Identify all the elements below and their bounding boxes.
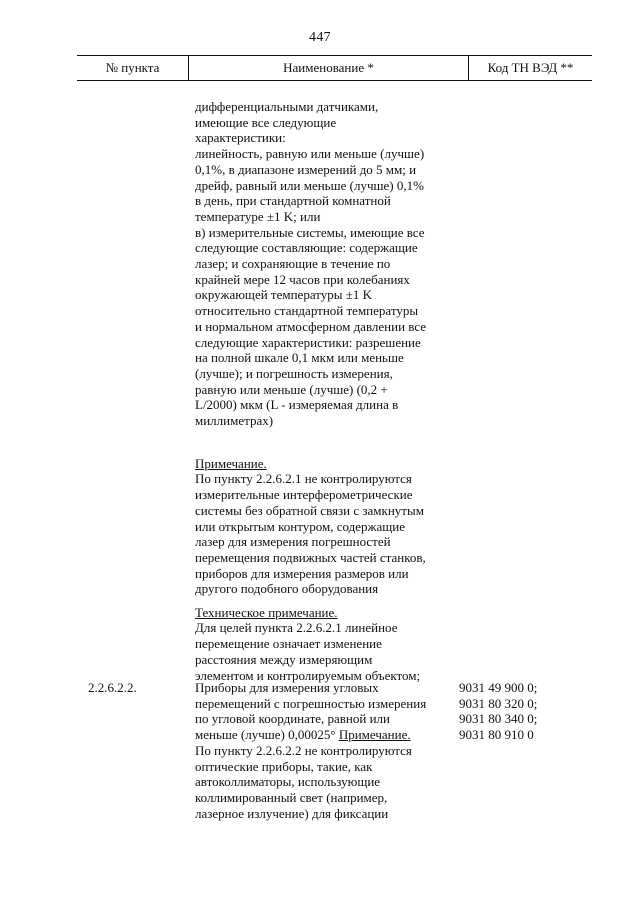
item-number: 2.2.6.2.2. xyxy=(88,680,137,695)
note-title: Примечание. xyxy=(195,455,267,471)
header-code: Код ТН ВЭД ** xyxy=(487,60,574,75)
continued-description: дифференциальными датчиками, имеющие все следующие характеристики: линейность, равную или меньше (лучше) 0,1%, в диапазоне измерений до 5 мм; и дрейф, равный или меньше (лучше) 0,1% в день, при стандартной комнатной температуре ±1 K; или в) измерительные системы, имеющие все следующие составляющие: содержащие лазер; и сохраняющие в течение по крайней мере 12 часов при колебаниях окружающей температуры ±1 K относительно стандартной температуры и нормальном атмосферном давлении все следующие характеристики: разрешение на полной шкале 0,1 мкм или меньше (лучше); и погрешность измерения, равную или меньше (лучше) (0,2 + L/2000) мкм (L - измеряемая длина в миллиметрах) xyxy=(195,99,427,429)
note-block xyxy=(195,440,455,613)
item-text-after: По пункту 2.2.6.2.2 не контролируются оптические приборы, такие, как автоколлиматоры, использующие коллимированный свет (например, лазерное излучение) для фиксации xyxy=(195,742,412,821)
item-note-label: Примечание. xyxy=(338,727,411,743)
header-item-number: № пункта xyxy=(77,56,189,80)
table-header xyxy=(77,55,592,81)
item-text-before: Приборы для измерения угловых перемещений с погрешностью измерения по угловой координате, равной или меньше (лучше) 0,00025° xyxy=(195,680,427,743)
technical-note-text: Для целей пункта 2.2.6.2.1 линейное перемещение означает изменение расстояния между измеряющим элементом и контролируемым объектом; xyxy=(195,620,421,683)
hs-codes: 9031 49 900 0; 9031 80 320 0; 9031 80 340 0; 9031 80 910 0 xyxy=(459,680,538,743)
page-number: 447 xyxy=(309,30,331,45)
technical-note-title: Техническое примечание. xyxy=(195,604,338,620)
item-description xyxy=(195,680,455,821)
header-name: Наименование * xyxy=(189,56,469,80)
note-text: По пункту 2.2.6.2.1 не контролируются измерительные интерферометрические системы без обратной связи с замкнутым или открытым контуром, содержащие лазер для измерения погрешностей перемещения подвижных частей станков, приборов для измерения размеров или другого подобного оборудования xyxy=(195,471,426,597)
